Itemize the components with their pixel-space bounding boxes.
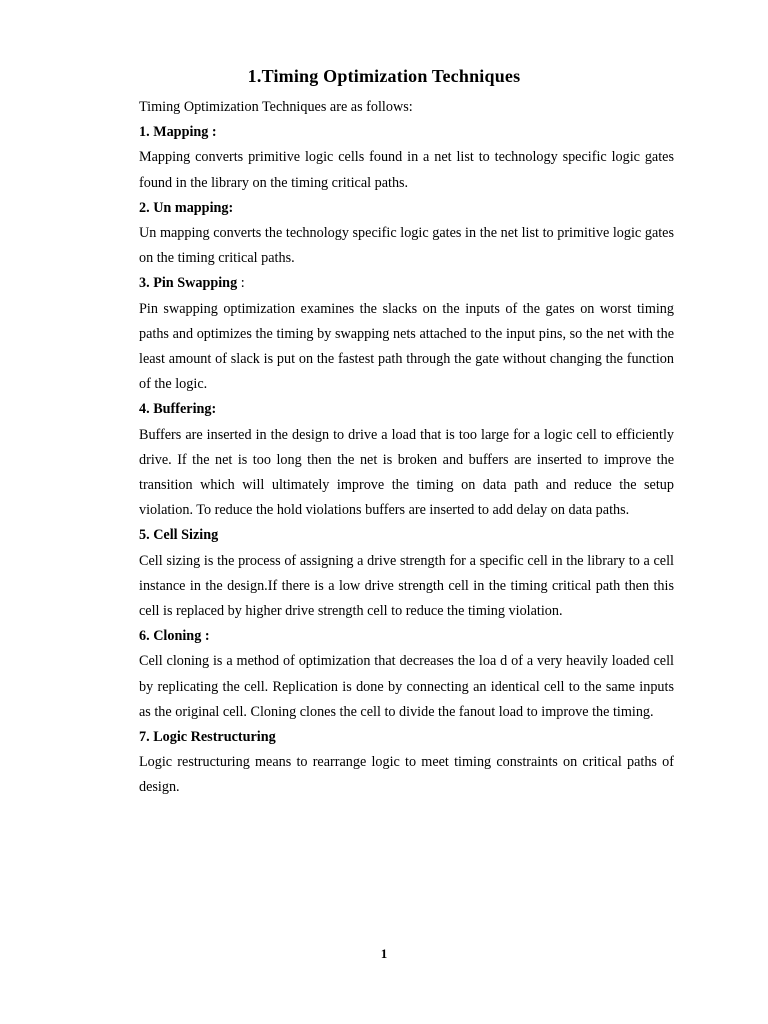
section-heading-label: 4. Buffering:	[139, 401, 217, 418]
section-heading-buffering	[139, 397, 674, 422]
section-heading-label: 6. Cloning :	[139, 628, 210, 645]
section-heading-label: 2. Un mapping:	[139, 199, 234, 216]
section-heading-label: 7. Logic Restructuring	[139, 729, 276, 746]
section-heading-cell-sizing	[139, 523, 674, 548]
section-text-cloning: Cell cloning is a method of optimization that decreases the loa d of a very heavily loaded cell by replicating the cell. Replication is done by connecting an identical cell to the same inputs as the original cell. Cloning clones the cell to divide the fanout load to improve the timing.	[139, 653, 674, 720]
section-heading-cloning	[139, 624, 674, 649]
section-heading-label: 1. Mapping :	[139, 124, 217, 141]
section-heading-label: 5. Cell Sizing	[139, 527, 219, 544]
section-heading-mapping	[139, 120, 674, 145]
section-heading-tail: :	[237, 275, 245, 292]
section-text-mapping: Mapping converts primitive logic cells found in a net list to technology specific logic gates found in the library on the timing critical paths.	[139, 149, 674, 191]
section-text-cell-sizing: Cell sizing is the process of assigning a drive strength for a specific cell in the library to a cell instance in the design.If there is a low drive strength cell in the timing critical path then this cell is replaced by higher drive strength cell to reduce the timing violation.	[139, 552, 674, 620]
document-body	[139, 95, 674, 801]
section-heading-logic-restructuring	[139, 725, 674, 750]
section-heading-label: 3. Pin Swapping	[139, 275, 238, 292]
section-text-unmapping: Un mapping converts the technology specific logic gates in the net list to primitive logic gates on the timing critical paths.	[139, 225, 674, 267]
section-text-logic-restructuring: Logic restructuring means to rearrange logic to meet timing constraints on critical paths of design.	[139, 754, 674, 796]
section-heading-pin-swapping	[139, 271, 674, 296]
section-text-pin-swapping: Pin swapping optimization examines the slacks on the inputs of the gates on worst timing paths and optimizes the timing by swapping nets attached to the input pins, so the net with the least amount of slack is put on the fastest path through the gate without changing the function of the logic.	[139, 300, 674, 393]
section-heading-unmapping	[139, 196, 674, 221]
document-title: 1.Timing Optimization Techniques	[247, 66, 521, 86]
intro-paragraph: Timing Optimization Techniques are as follows:	[139, 99, 413, 115]
section-text-buffering: Buffers are inserted in the design to drive a load that is too large for a logic cell to efficiently drive. If the net is too long then the net is broken and buffers are inserted to improve the transition which will ultimately improve the timing on data path and reduce the setup violation. To reduce the hold violations buffers are inserted to add delay on data paths.	[139, 426, 674, 519]
page-number: 1	[380, 946, 388, 961]
